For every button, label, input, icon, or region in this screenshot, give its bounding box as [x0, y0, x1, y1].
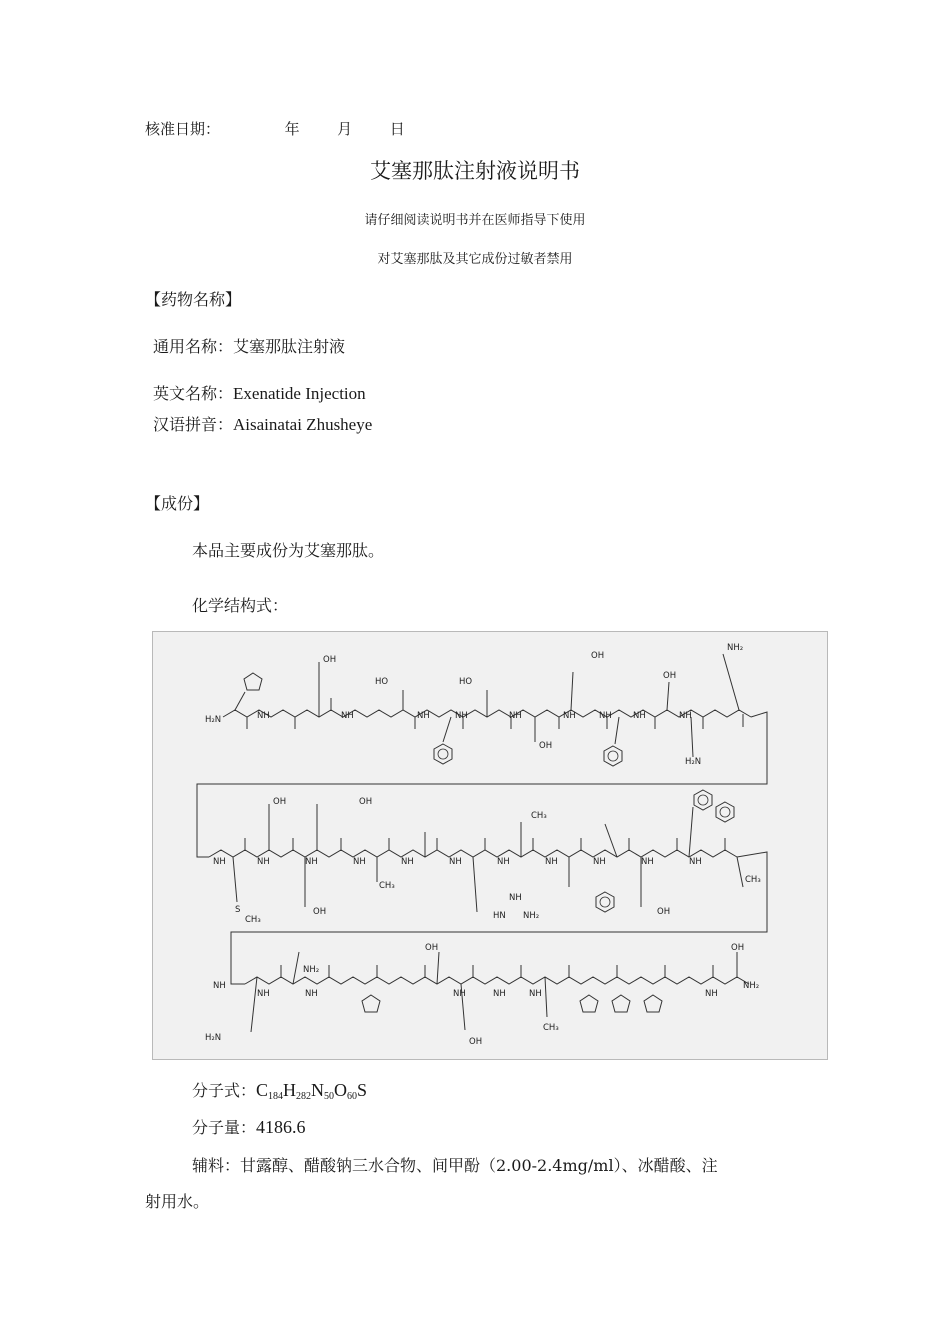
- structure-label: NH: [449, 857, 462, 867]
- structure-label: NH: [529, 989, 542, 999]
- structure-label: OH: [313, 907, 327, 917]
- molecular-formula: [256, 1080, 367, 1100]
- structure-label: NH: [341, 711, 354, 721]
- formula-count: 60: [347, 1091, 358, 1102]
- english-name-value: Exenatide Injection: [233, 384, 366, 403]
- structure-label: NH: [545, 857, 558, 867]
- structure-label: OH: [657, 907, 671, 917]
- structure-label: NH₂: [303, 965, 320, 975]
- structure-label: NH: [593, 857, 606, 867]
- document-title: 艾塞那肽注射液说明书: [370, 159, 580, 183]
- structure-label: NH: [417, 711, 430, 721]
- composition-heading: 【成份】: [145, 494, 210, 513]
- main-ingredient: 本品主要成份为艾塞那肽。: [192, 541, 385, 560]
- formula-count: 282: [296, 1091, 312, 1102]
- structure-label: CH₃: [745, 875, 761, 885]
- structure-label: H₂N: [205, 1033, 222, 1043]
- formula-label: 分子式：: [192, 1081, 257, 1100]
- structure-label: S: [235, 905, 241, 915]
- structure-label: NH: [257, 857, 270, 867]
- pinyin-name-row: [153, 412, 372, 435]
- approval-date-label: 核准日期：: [145, 120, 221, 138]
- structure-label: NH: [509, 893, 522, 903]
- structure-label: HO: [375, 677, 389, 687]
- structure-label: NH: [213, 857, 226, 867]
- structure-label: NH: [493, 989, 506, 999]
- structure-label: CH₃: [531, 811, 547, 821]
- english-name-row: [153, 381, 366, 404]
- structure-label: NH: [257, 989, 270, 999]
- structure-label: NH: [705, 989, 718, 999]
- mw-value: 4186.6: [256, 1117, 306, 1137]
- generic-name-row: [153, 334, 345, 357]
- structure-label: NH: [353, 857, 366, 867]
- structure-label: NH₂: [743, 981, 760, 991]
- structure-label: OH: [323, 655, 337, 665]
- structure-label: NH: [213, 981, 226, 991]
- usage-notice: 请仔细阅读说明书并在医师指导下使用: [364, 213, 586, 228]
- structure-label: NH: [497, 857, 510, 867]
- structure-label: NH: [257, 711, 270, 721]
- structure-label: OH: [663, 671, 677, 681]
- generic-name-label: 通用名称：: [153, 337, 234, 356]
- chemical-structure-figure: [152, 631, 828, 1060]
- structure-label: OH: [469, 1037, 483, 1047]
- approval-date: [145, 118, 405, 139]
- structure-label: NH: [305, 989, 318, 999]
- structure-label: OH: [273, 797, 287, 807]
- pinyin-name-value: Aisainatai Zhusheye: [233, 415, 373, 434]
- structure-label: H₂N: [205, 715, 222, 725]
- structure-label: NH: [401, 857, 414, 867]
- structure-label: OH: [425, 943, 439, 953]
- excipients-line-2: 射用水。: [145, 1192, 210, 1211]
- structure-label: NH: [679, 711, 692, 721]
- formula-element: C: [256, 1080, 269, 1100]
- structure-label: CH₃: [543, 1023, 559, 1033]
- structure-label: NH: [689, 857, 702, 867]
- structure-label: CH₃: [245, 915, 261, 925]
- structure-label: NH: [641, 857, 654, 867]
- structure-label: NH₂: [523, 911, 540, 921]
- structure-label: 化学结构式：: [192, 596, 289, 615]
- structure-label: OH: [359, 797, 373, 807]
- approval-year: 年: [284, 120, 300, 138]
- mw-label: 分子量：: [192, 1118, 257, 1137]
- formula-count: 184: [268, 1091, 284, 1102]
- molecular-formula-row: [192, 1078, 367, 1102]
- english-name-label: 英文名称：: [153, 384, 234, 403]
- structure-label: HO: [459, 677, 473, 687]
- structure-label: OH: [591, 651, 605, 661]
- structure-label: NH: [599, 711, 612, 721]
- formula-element: N: [311, 1080, 325, 1100]
- drug-name-heading: 【药物名称】: [145, 290, 242, 309]
- structure-label: H₂N: [685, 757, 702, 767]
- peptide-structure-drawing: [153, 632, 827, 1059]
- formula-element: S: [357, 1080, 368, 1100]
- structure-label: CH₃: [379, 881, 395, 891]
- structure-label: NH: [453, 989, 466, 999]
- generic-name-value: 艾塞那肽注射液: [233, 337, 346, 356]
- formula-element: O: [334, 1080, 348, 1100]
- structure-label: NH: [305, 857, 318, 867]
- structure-label: NH₂: [727, 643, 744, 653]
- approval-month: 月: [337, 120, 353, 138]
- structure-label: HN: [493, 911, 506, 921]
- structure-label: NH: [455, 711, 468, 721]
- pinyin-name-label: 汉语拼音：: [153, 415, 234, 434]
- structure-label: OH: [731, 943, 745, 953]
- approval-day: 日: [389, 120, 405, 138]
- structure-label: NH: [633, 711, 646, 721]
- structure-label: NH: [509, 711, 522, 721]
- structure-label: OH: [539, 741, 553, 751]
- allergy-notice: 对艾塞那肽及其它成份过敏者禁用: [377, 252, 573, 267]
- excipients-line-1: 辅料：甘露醇、醋酸钠三水合物、间甲酚（2.00-2.4mg/ml）、冰醋酸、注: [192, 1156, 718, 1175]
- molecular-weight-row: [192, 1115, 306, 1138]
- formula-count: 50: [324, 1091, 335, 1102]
- formula-element: H: [283, 1080, 297, 1100]
- structure-label: NH: [563, 711, 576, 721]
